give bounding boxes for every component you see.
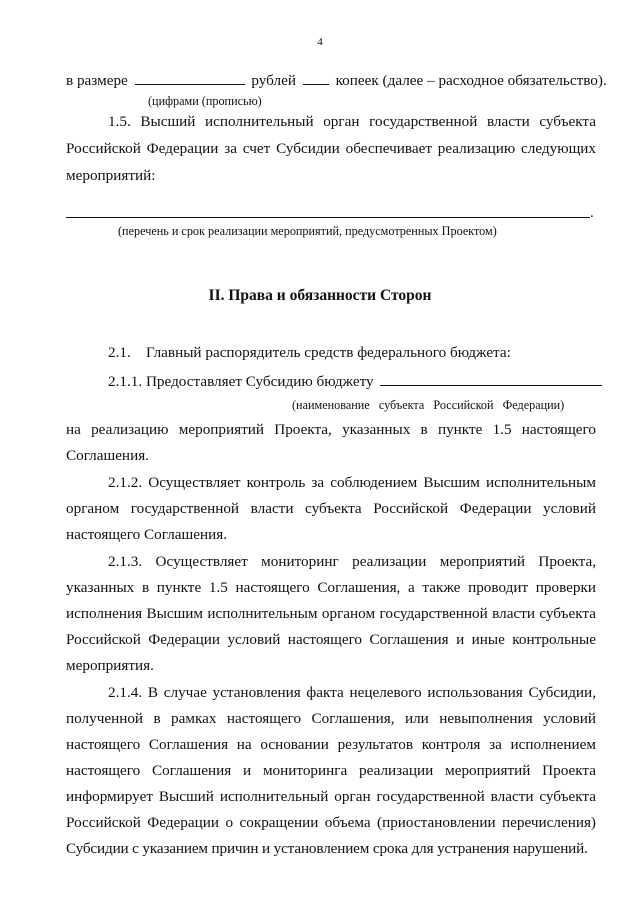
paragraph-2-1-3-line-2: указанных в пункте 1.5 настоящего Соглашения, а также проводит проверки [66, 579, 596, 596]
paragraph-2-1-1-line-1 [108, 371, 596, 392]
region-name-blank [380, 371, 602, 386]
activities-blank-line [66, 217, 590, 218]
paragraph-1-5-line-3: мероприятий: [66, 167, 156, 184]
paragraph-2-1-4-line-4: настоящего Соглашения и мониторинга реализации мероприятий Проекта [66, 762, 596, 779]
region-name-caption: (наименование субъекта Российской Федерации) [292, 398, 565, 412]
paragraph-2-1-2-line-1: 2.1.2. Осуществляет контроль за соблюдением Высшим исполнительным [108, 474, 596, 491]
kopeks-blank [303, 70, 329, 85]
section-heading: II. Права и обязанности Сторон [208, 287, 432, 304]
rubles-blank [135, 70, 245, 85]
amount-caption: (цифрами (прописью) [148, 94, 262, 108]
paragraph-2-1-4-line-5: информирует Высший исполнительный орган государственной власти субъекта [66, 788, 596, 805]
paragraph-2-1-1-line-2: на реализацию мероприятий Проекта, указанных в пункте 1.5 настоящего [66, 421, 596, 438]
amount-line [66, 70, 607, 91]
paragraph-2-1-3-line-4: Российской Федерации условий настоящего Соглашения и иные контрольные [66, 631, 596, 648]
paragraph-2-1: 2.1. Главный распорядитель средств федерального бюджета: [108, 344, 511, 361]
amount-prefix: в размере [66, 72, 128, 89]
paragraph-2-1-1-line-3: Соглашения. [66, 447, 149, 464]
paragraph-1-5-line-2: Российской Федерации за счет Субсидии обеспечивает реализацию следующих [66, 140, 596, 157]
paragraph-2-1-1-prefix: 2.1.1. Предоставляет Субсидию бюджету [108, 373, 374, 390]
paragraph-2-1-3-line-5: мероприятия. [66, 657, 154, 674]
paragraph-2-1-3-line-1: 2.1.3. Осуществляет мониторинг реализации мероприятий Проекта, [108, 553, 596, 570]
page-number: 4 [317, 36, 323, 48]
paragraph-1-5-line-1: 1.5. Высший исполнительный орган государственной власти субъекта [108, 113, 596, 130]
paragraph-2-1-2-line-2: органом государственной власти субъекта Российской Федерации условий [66, 500, 596, 517]
paragraph-2-1-4-line-7: Субсидии с указанием причин и установлением срока для устранения нарушений. [66, 840, 588, 857]
paragraph-2-1-3-line-3: исполнения Высшим исполнительным органом государственной власти субъекта [66, 605, 596, 622]
paragraph-2-1-2-line-3: настоящего Соглашения. [66, 526, 227, 543]
activities-line-dot: . [590, 205, 594, 221]
kopeks-rest: копеек (далее – расходное обязательство). [335, 72, 607, 89]
paragraph-2-1-4-line-6: Российской Федерации о сокращении объема (приостановлении перечисления) [66, 814, 596, 831]
paragraph-2-1-4-line-3: настоящего Соглашения на основании результатов контроля за исполнением [66, 736, 596, 753]
paragraph-2-1-4-line-1: 2.1.4. В случае установления факта нецелевого использования Субсидии, [108, 684, 596, 701]
rubles-word: рублей [251, 72, 296, 89]
activities-caption: (перечень и срок реализации мероприятий, предусмотренных Проектом) [118, 224, 497, 238]
paragraph-2-1-4-line-2: полученной в рамках настоящего Соглашения, или невыполнения условий [66, 710, 596, 727]
